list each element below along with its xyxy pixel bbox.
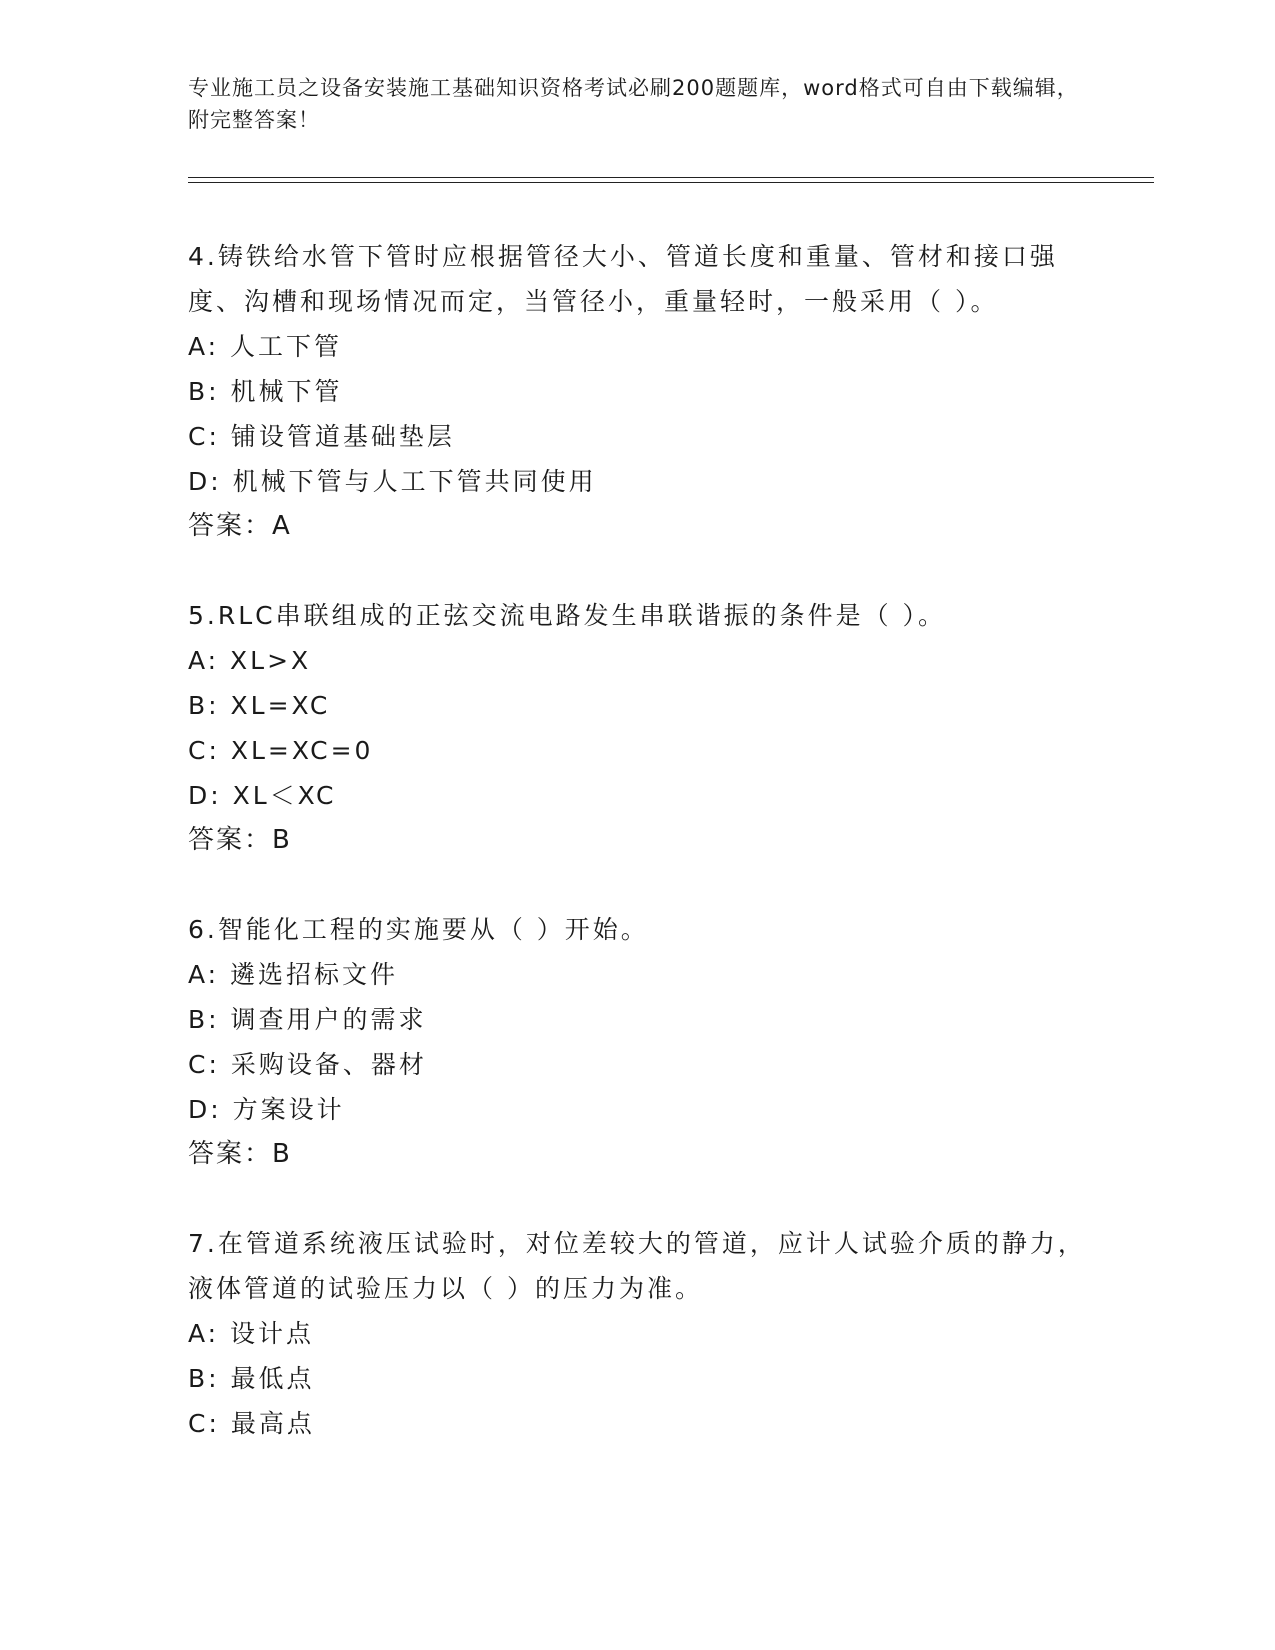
option-b: B: 最低点 (188, 1364, 315, 1393)
answer-label: 答案：A (188, 511, 292, 541)
question-4 (188, 234, 1088, 549)
option-a: A: 遴选招标文件 (188, 960, 399, 989)
option-b: B: 机械下管 (188, 377, 343, 406)
question-stem: 4.铸铁给水管下管时应根据管径大小、管道长度和重量、管材和接口强度、沟槽和现场情况而定，当管径小，重量轻时，一般采用（ ）。 (188, 242, 1058, 316)
option-b: B: XL=XC (188, 691, 331, 720)
document-header: 专业施工员之设备安装施工基础知识资格考试必刷200题题库，word格式可自由下载编辑，附完整答案！ (188, 76, 1079, 132)
option-c: C: XL=XC=0 (188, 736, 374, 765)
answer-label: 答案：B (188, 1139, 292, 1169)
option-b: B: 调查用户的需求 (188, 1005, 427, 1034)
option-d: D: 方案设计 (188, 1095, 345, 1124)
option-d: D: XL＜XC (188, 781, 337, 810)
option-a: A: XL>X (188, 646, 312, 675)
option-c: C: 最高点 (188, 1409, 315, 1438)
question-stem: 5.RLC串联组成的正弦交流电路发生串联谐振的条件是（ ）。 (188, 601, 947, 630)
option-a: A: 设计点 (188, 1319, 315, 1348)
header-divider-top (188, 177, 1154, 178)
question-stem: 7.在管道系统液压试验时，对位差较大的管道，应计人试验介质的静力，液体管道的试验压力以（ ）的压力为准。 (188, 1229, 1086, 1303)
question-7 (188, 1221, 1088, 1446)
option-d: D: 机械下管与人工下管共同使用 (188, 467, 597, 496)
header-divider-bottom (188, 182, 1154, 183)
question-6 (188, 907, 1088, 1177)
question-5 (188, 593, 1088, 863)
answer-label: 答案：B (188, 825, 292, 855)
option-a: A: 人工下管 (188, 332, 343, 361)
question-list (188, 234, 1088, 1490)
option-c: C: 铺设管道基础垫层 (188, 422, 455, 451)
option-c: C: 采购设备、器材 (188, 1050, 427, 1079)
question-stem: 6.智能化工程的实施要从（ ）开始。 (188, 915, 649, 944)
